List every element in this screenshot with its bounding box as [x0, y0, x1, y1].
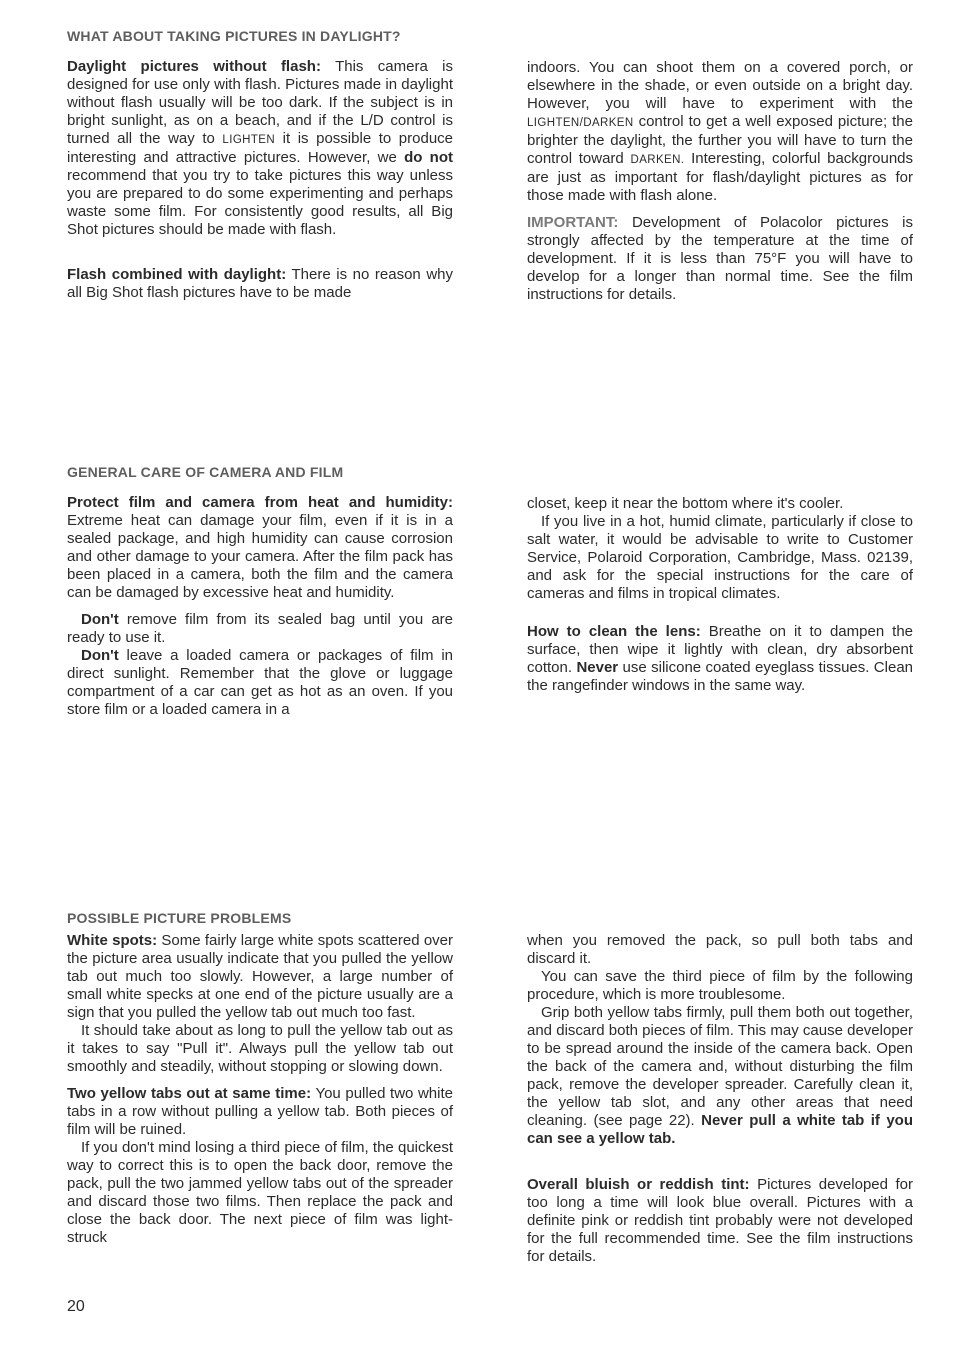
column-care-left	[67, 494, 453, 719]
paragraph-important	[527, 214, 913, 304]
text: If you don't mind losing a third piece of film, the quickest way to correct this is to open the back door, remove the pack, pull the two jammed yellow tabs out of the spreader and discard those two films. Then replace the pack and close the back door. The next piece of film was light-struck	[67, 1139, 453, 1246]
text: closet, keep it near the bottom where it's cooler.	[527, 495, 844, 512]
emphasis-do-not: do not	[404, 149, 453, 166]
page-number: 20	[67, 1298, 85, 1315]
column-daylight-right	[527, 59, 913, 304]
paragraph-indoors	[527, 59, 913, 205]
control-label-lighten: LIGHTEN	[222, 134, 276, 146]
paragraph-white-spots	[67, 932, 453, 1022]
lead-white-spots: White spots:	[67, 932, 158, 949]
paragraph-dont-leave	[67, 647, 453, 719]
text: it is possible to produce interesting and attractive pictures. However, we	[67, 130, 454, 166]
paragraph-closet	[527, 495, 913, 513]
text: recommend that you try to take pictures this way unless you are prepared to do some experimenting and perhaps waste some film. For consistently good results, all Big Shot pictures should be made with flash.	[67, 167, 453, 238]
lead-important: IMPORTANT:	[527, 214, 619, 231]
lead-protect-film: Protect film and camera from heat and humidity:	[67, 494, 453, 511]
paragraph-save-third	[527, 968, 913, 1004]
section-heading-care: GENERAL CARE OF CAMERA AND FILM	[67, 464, 344, 480]
text: Extreme heat can damage your film, even if it is in a sealed package, and high humidity can cause corrosion and other damage to your camera. After the film pack has been placed in a camera, both the film and the camera can be damaged by excessive heat and humidity.	[67, 512, 453, 601]
lead-clean-lens: How to clean the lens:	[527, 623, 701, 640]
paragraph-tint	[527, 1176, 913, 1266]
control-label-lighten-darken: LIGHTEN/DARKEN	[527, 117, 634, 129]
text: You pulled two white tabs in a row without pulling a yellow tab. Both pieces of film will be ruined.	[67, 1085, 453, 1138]
emphasis-never-pull: Never pull a white tab if you can see a yellow tab.	[527, 1112, 913, 1147]
paragraph-hot-climate	[527, 513, 913, 603]
paragraph-clean-lens	[527, 623, 913, 695]
text: Grip both yellow tabs firmly, pull them both out together, and discard both pieces of film. This may cause developer to be spread around the inside of the camera back. Open the back of the camera and, without disturbing the film pack, remove the developer spreader. Carefully clean it, the yellow tab slot, and any other areas that need cleaning. (see page 22).	[527, 1004, 913, 1129]
emphasis-never: Never	[576, 659, 619, 676]
section-heading-problems: POSSIBLE PICTURE PROBLEMS	[67, 910, 292, 926]
paragraph-removed-pack	[527, 932, 913, 968]
column-problems-right	[527, 932, 913, 1266]
text: remove film from its sealed bag until you are ready to use it.	[67, 611, 454, 646]
text: This camera is designed for use only with flash. Pictures made in daylight without flash usually will be too dark. If the subject is in bright sunlight, as on a beach, and if the L/D control is turned all the way to	[67, 58, 453, 147]
text: Pictures developed for too long a time will look blue overall. Pictures with a definite pink or reddish tint probably were not developed for the full recommended time. See the film instructions for details.	[527, 1176, 913, 1265]
paragraph-flash-with-daylight	[67, 266, 453, 302]
lead-daylight-without-flash: Daylight pictures without flash:	[67, 58, 321, 75]
column-problems-left	[67, 932, 453, 1247]
text: Breathe on it to dampen the surface, then wipe it lightly with clean, dry absorbent cotton.	[527, 623, 914, 676]
paragraph-grip-tabs	[527, 1004, 913, 1148]
lead-tint: Overall bluish or reddish tint:	[527, 1176, 750, 1193]
text: Interesting, colorful backgrounds are just as important for flash/daylight pictures as for those made with flash alone.	[527, 150, 914, 204]
lead-dont: Don't	[81, 611, 119, 628]
section-heading-daylight: WHAT ABOUT TAKING PICTURES IN DAYLIGHT?	[67, 28, 401, 44]
text: when you removed the pack, so pull both tabs and discard it.	[527, 932, 913, 967]
text: indoors. You can shoot them on a covered porch, or elsewhere in the shade, or even outside on a bright day. However, you will have to experiment with the	[527, 59, 913, 112]
paragraph-two-yellow-tabs	[67, 1085, 453, 1139]
paragraph-daylight-without-flash	[67, 58, 453, 239]
text: If you live in a hot, humid climate, particularly if close to salt water, it would be advisable to write to Customer Service, Polaroid Corporation, Cambridge, Mass. 02139, and ask for the special instructions for the care of cameras and films in tropical climates.	[527, 513, 913, 602]
lead-flash-with-daylight: Flash combined with daylight:	[67, 266, 287, 283]
control-label-darken: DARKEN.	[630, 154, 685, 166]
lead-dont: Don't	[81, 647, 119, 664]
paragraph-protect-film	[67, 494, 453, 602]
paragraph-dont-remove	[67, 611, 453, 647]
column-daylight-left	[67, 58, 453, 302]
text: You can save the third piece of film by the following procedure, which is more troublesome.	[527, 968, 913, 1003]
column-care-right	[527, 495, 913, 695]
text: It should take about as long to pull the yellow tab out as it takes to say "Pull it". Always pull the yellow tab out smoothly and steadily, without stopping or slowing down.	[67, 1022, 453, 1075]
paragraph-third-film	[67, 1139, 453, 1247]
text: control to get a well exposed picture; the brighter the daylight, the further you will have to turn the control toward	[527, 113, 913, 167]
text: use silicone coated eyeglass tissues. Clean the rangefinder windows in the same way.	[527, 659, 914, 694]
text: leave a loaded camera or packages of film in direct sunlight. Remember that the glove or luggage compartment of a car can get as hot as an oven. If you store film or a loaded camera in a	[67, 647, 453, 718]
text: Some fairly large white spots scattered over the picture area usually indicate that you pulled the yellow tab out much too slowly. However, a large number of small white specks at one end of the picture usually are a sign that you pulled the yellow tab out much too fast.	[67, 932, 453, 1021]
text: Development of Polacolor pictures is strongly affected by the temperature at the time of development. If it is less than 75°F you will have to develop for a longer than normal time. See the film instructions for details.	[527, 214, 914, 303]
paragraph-pull-it	[67, 1022, 453, 1076]
text: There is no reason why all Big Shot flash pictures have to be made	[67, 266, 453, 301]
lead-two-yellow-tabs: Two yellow tabs out at same time:	[67, 1085, 312, 1102]
